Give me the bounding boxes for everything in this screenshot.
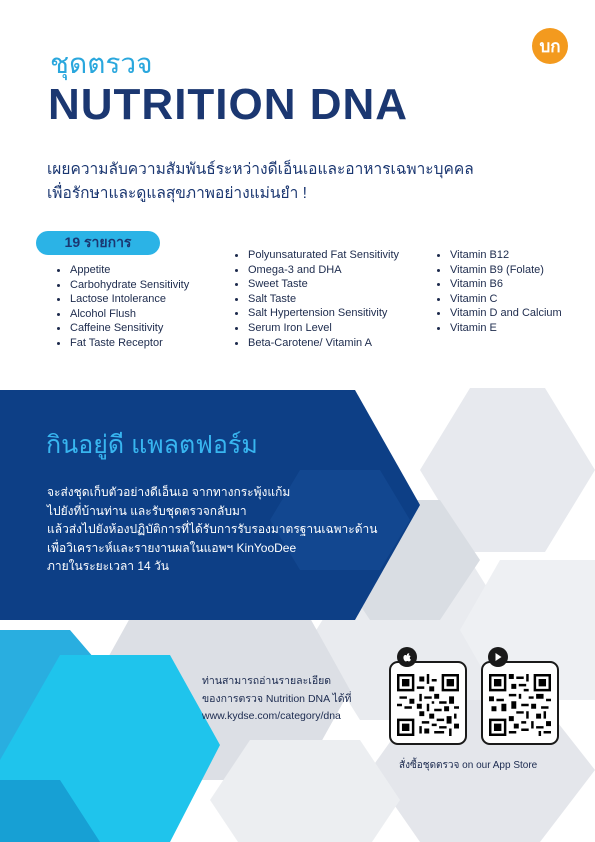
- info-line-2: ของการตรวจ Nutrition DNA ได้ที่: [202, 692, 352, 705]
- test-item: Salt Taste: [234, 292, 399, 307]
- store-caption: สั่งซื้อชุดตรวจ on our App Store: [399, 760, 538, 771]
- description-line: แล้วส่งไปยังห้องปฏิบัติการที่ได้รับการรับรองมาตรฐานเฉพาะด้าน: [47, 522, 378, 536]
- tagline-line-1: เผยความลับความสัมพันธ์ระหว่างดีเอ็นเอและอาหารเฉพาะบุคคล: [47, 161, 474, 178]
- qr-code-pattern: [397, 674, 459, 736]
- test-item: Carbohydrate Sensitivity: [56, 278, 189, 293]
- test-count-badge: 19 รายการ: [36, 231, 160, 255]
- description-line: ไปยังที่บ้านท่าน และรับชุดตรวจกลับมา: [47, 503, 247, 518]
- description-line: ภายในระยะเวลา 14 วัน: [47, 559, 169, 573]
- test-item: Caffeine Sensitivity: [56, 321, 189, 336]
- app-store-qr-code[interactable]: [389, 661, 467, 745]
- test-item: Vitamin B12: [436, 248, 562, 263]
- description-line: จะส่งชุดเก็บตัวอย่างดีเอ็นเอ จากทางกระพุ้งแก้ม: [47, 485, 291, 499]
- test-item: Serum Iron Level: [234, 321, 399, 336]
- kicker-text: ชุดตรวจ: [50, 48, 153, 79]
- test-item: Vitamin B9 (Folate): [436, 263, 562, 278]
- info-line-1: ท่านสามารถอ่านรายละเอียด: [202, 675, 332, 687]
- test-item: Polyunsaturated Fat Sensitivity: [234, 248, 399, 263]
- play-store-qr-code[interactable]: [481, 661, 559, 745]
- page-title: NUTRITION DNA: [48, 80, 409, 129]
- platform-title: กินอยู่ดี แพลตฟอร์ม: [46, 431, 258, 459]
- test-item: Alcohol Flush: [56, 307, 189, 322]
- apple-icon: [397, 647, 417, 667]
- test-list-column-2: [234, 248, 399, 350]
- more-info: [202, 673, 351, 726]
- test-list-column-3: [436, 248, 562, 336]
- test-item: Vitamin E: [436, 321, 562, 336]
- test-item: Vitamin D and Calcium: [436, 306, 562, 321]
- description-line: เพื่อวิเคราะห์และรายงานผลในแอพฯ KinYooDee: [47, 540, 297, 555]
- test-item: Vitamin C: [436, 292, 562, 307]
- test-item: Appetite: [56, 263, 189, 278]
- platform-description: [47, 483, 377, 576]
- test-item: Vitamin B6: [436, 277, 562, 292]
- test-item: Lactose Intolerance: [56, 292, 189, 307]
- test-list-column-1: [56, 263, 189, 351]
- info-url-link[interactable]: www.kydse.com/category/dna: [202, 710, 341, 722]
- qr-code-pattern: [489, 674, 551, 736]
- brand-logo: บก: [532, 28, 568, 64]
- tagline-line-2: เพื่อรักษาและดูแลสุขภาพอย่างแม่นยำ !: [47, 185, 307, 202]
- test-item: Omega-3 and DHA: [234, 263, 399, 278]
- test-item: Beta-Carotene/ Vitamin A: [234, 336, 399, 351]
- google-play-icon: [488, 647, 508, 667]
- test-item: Fat Taste Receptor: [56, 336, 189, 351]
- test-item: Sweet Taste: [234, 277, 399, 292]
- test-item: Salt Hypertension Sensitivity: [234, 306, 399, 321]
